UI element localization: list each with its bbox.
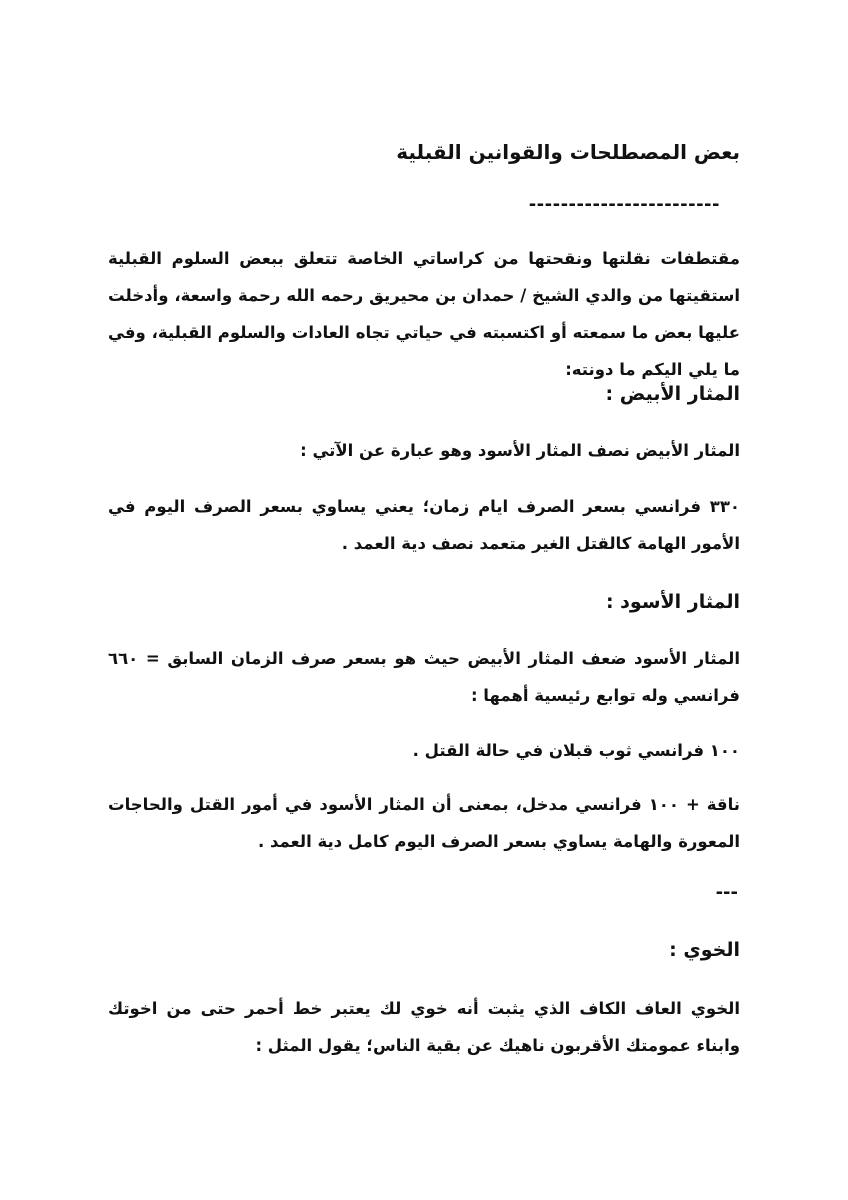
section2-paragraph-2: ١٠٠ فرانسي ثوب قبلان في حالة القتل .	[412, 741, 740, 760]
section2-paragraph-3: ناقة + ١٠٠ فرانسي مدخل، بمعنى أن المثار الأسود في أمور القتل والحاجات المعورة والهامة يساوي بسعر الصرف اليوم كامل دية العمد .	[108, 795, 740, 851]
section-separator: ---	[715, 882, 738, 903]
document-title: بعض المصطلحات والقوانين القبلية	[396, 140, 740, 164]
section-heading-white-mathar: المثار الأبيض :	[605, 383, 740, 405]
section-heading-black-mathar: المثار الأسود :	[605, 591, 740, 613]
section2-paragraph-1: المثار الأسود ضعف المثار الأبيض حيث هو بسعر صرف الزمان السابق = ٦٦٠ فرانسي وله توابع رئيسية أهمها :	[108, 649, 740, 705]
section1-paragraph-2: ٣٣٠ فرانسي بسعر الصرف ايام زمان؛ يعني يساوي بسعر الصرف اليوم في الأمور الهامة كالقتل الغير متعمد نصف دية العمد .	[108, 497, 740, 553]
section-heading-khawi: الخوي :	[669, 939, 740, 961]
intro-paragraph: مقتطفات نقلتها ونقحتها من كراساتي الخاصة تتعلق ببعض السلوم القبلية استقيتها من والدي الشيخ / حمدان بن محيريق رحمه الله رحمة واسعة، وأدخلت عليها بعض ما سمعته أو اكتسبته في حياتي تجاه العادات والسلوم القبلية، وفي ما يلي اليكم ما دونته:	[108, 249, 740, 379]
document-page	[108, 0, 740, 1200]
section1-paragraph-1: المثار الأبيض نصف المثار الأسود وهو عبارة عن الآتي :	[300, 441, 740, 460]
section3-paragraph: الخوي العاف الكاف الذي يثبت أنه خوي لك يعتبر خط أحمر حتى من اخوتك وابناء عمومتك الأقربون ناهيك عن بقية الناس؛ يقول المثل :	[108, 999, 740, 1055]
title-underline: ------------------------	[528, 194, 720, 215]
